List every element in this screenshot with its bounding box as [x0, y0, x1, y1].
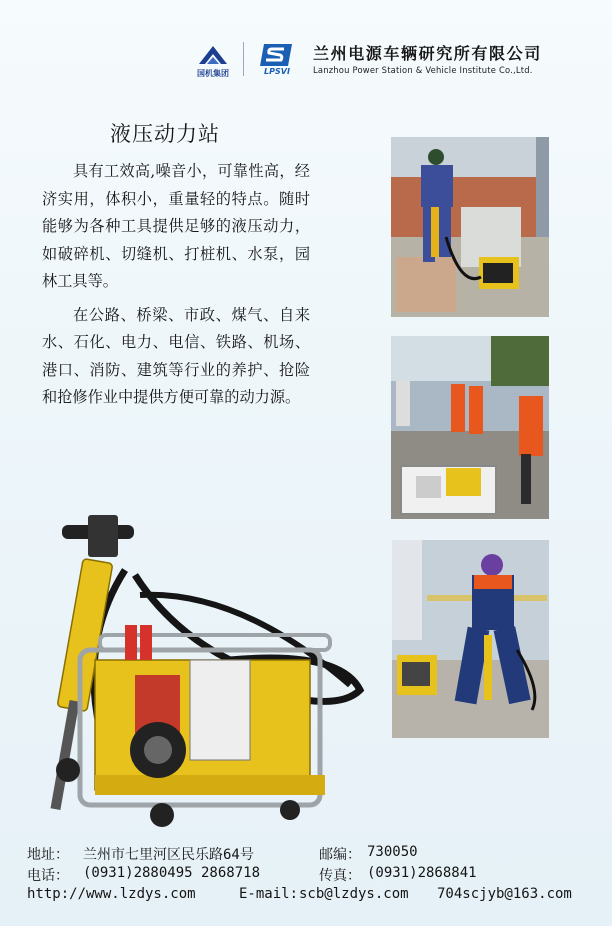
- company-name-en: Lanzhou Power Station & Vehicle Institute Co.,Ltd.: [313, 65, 533, 75]
- sinomach-mark-icon: [190, 42, 236, 68]
- paragraph-applications: 在公路、桥梁、市政、煤气、自来水、石化、电力、电信、铁路、机场、港口、消防、建筑等行业的养护、抢险和抢修作业中提供方便可靠的动力源。: [42, 305, 310, 406]
- photo-worker-breaker: [391, 137, 549, 317]
- lpsvi-logo-caption: LPSVI: [264, 67, 290, 76]
- paragraph-features: 具有工效高,噪音小，可靠性高，经济实用，体积小，重量轻的特点。随时能够为各种工具提供足够的液压动力，如破碎机、切缝机、打桩机、水泵，园林工具等。: [42, 162, 310, 290]
- photo-concrete-breaking: [392, 540, 549, 738]
- page-title: 液压动力站: [110, 122, 220, 146]
- postcode-value: 730050: [367, 844, 418, 860]
- hydraulic-power-station-image: [40, 500, 370, 835]
- postcode-label: 邮编：: [319, 847, 361, 863]
- email-link-1[interactable]: scb@lzdys.com: [299, 886, 409, 902]
- web-row: [27, 886, 607, 907]
- sinomach-logo-caption: 国机集团: [197, 69, 229, 78]
- website-link[interactable]: http://www.lzdys.com: [27, 886, 196, 902]
- header: [0, 0, 612, 90]
- address-value: 兰州市七里河区民乐路64号: [83, 847, 254, 863]
- phone-row: [27, 865, 607, 886]
- contact-footer: [27, 844, 607, 907]
- fax-label: 传真：: [319, 868, 361, 884]
- email-label: E-mail:: [239, 886, 299, 902]
- lpsvi-mark-icon: [254, 42, 300, 68]
- logo-divider: [243, 42, 244, 76]
- email-link-2[interactable]: 704scjyb@163.com: [437, 886, 572, 902]
- lpsvi-logo: [254, 42, 300, 80]
- fax-value: (0931)2868841: [367, 865, 477, 881]
- phone-value: (0931)2880495 2868718: [83, 865, 261, 881]
- company-name-cn: 兰州电源车辆研究所有限公司: [313, 44, 542, 63]
- address-row: [27, 844, 607, 865]
- description: [42, 158, 310, 412]
- phone-label: 电话：: [27, 868, 69, 884]
- sinomach-logo: [190, 42, 236, 80]
- photo-roadside-crew: [391, 336, 549, 519]
- address-label: 地址：: [27, 847, 69, 863]
